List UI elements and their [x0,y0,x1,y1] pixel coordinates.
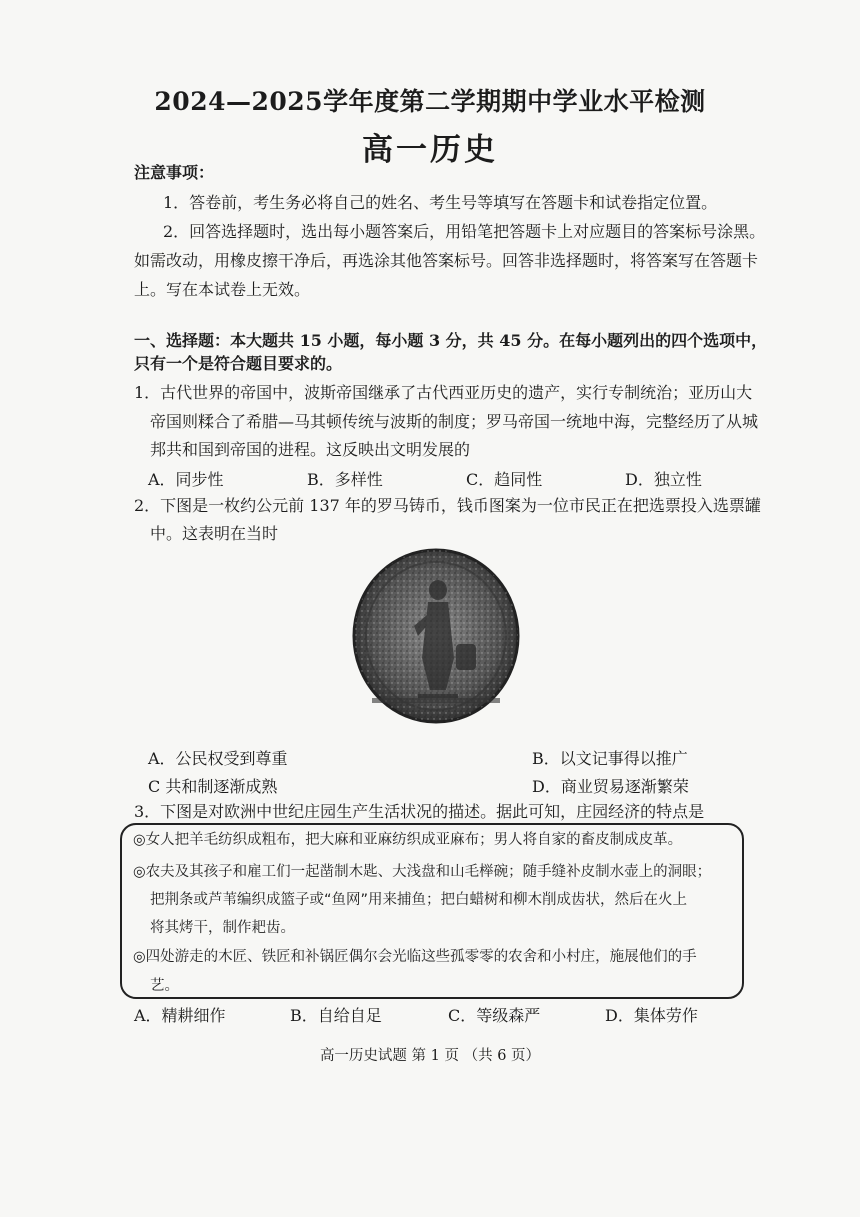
q3-material-line: 把荆条或芦苇编织成篮子或“鱼网”用来捕鱼；把白蜡树和柳木削成齿状，然后在火上 [150,892,688,908]
q3-option-d: D．集体劳作 [605,1006,698,1025]
q3-material-line: ◎四处游走的木匠、铁匠和补锅匠偶尔会光临这些孤零零的农舍和小村庄，施展他们的手 [133,949,697,965]
notice-item-2-line-1: 2．回答选择题时，选出每小题答案后，用铅笔把答题卡上对应题目的答案标号涂黑。 [163,222,766,241]
notice-heading: 注意事项： [134,163,215,182]
q1-line-1: 1．古代世界的帝国中，波斯帝国继承了古代西亚历史的遗产，实行专制统治；亚历山大 [134,383,753,402]
q1-line-2: 帝国则糅合了希腊—马其顿传统与波斯的制度；罗马帝国一统地中海，完整经历了从城 [150,412,759,431]
q2-option-a: A．公民权受到尊重 [148,749,288,768]
notice-item-1: 1．答卷前，考生务必将自己的姓名、考生号等填写在答题卡和试卷指定位置。 [163,193,718,212]
q2-option-d: D．商业贸易逐渐繁荣 [532,777,689,796]
q1-option-c: C．趋同性 [466,470,543,489]
q3-option-c: C．等级森严 [448,1006,541,1025]
q1-option-b: B．多样性 [307,470,383,489]
q3-material-line: 艺。 [150,978,179,994]
q1-option-d: D．独立性 [625,470,702,489]
q3-material-box [120,823,744,999]
q1-option-a: A．同步性 [148,470,224,489]
q2-line-1: 2．下图是一枚约公元前 137 年的罗马铸币，钱币图案为一位市民正在把选票投入选票罐 [134,496,761,515]
notice-item-2-line-3: 上。写在本试卷上无效。 [134,280,311,299]
q2-option-c: C 共和制逐渐成熟 [148,777,278,796]
q1-line-3: 邦共和国到帝国的进程。这反映出文明发展的 [150,440,471,459]
q2-line-2: 中。这表明在当时 [150,524,279,543]
q3-material-line: ◎女人把羊毛纺织成粗布，把大麻和亚麻纺织成亚麻布；男人将自家的畜皮制成皮革。 [133,832,683,848]
notice-item-2-line-2: 如需改动，用橡皮擦干净后，再选涂其他答案标号。回答非选择题时，将答案写在答题卡 [134,251,759,270]
q3-material-line: 将其烤干，制作耙齿。 [150,920,295,936]
section-1-line-2: 只有一个是符合题目要求的。 [134,354,343,373]
page-footer: 高一历史试题 第 1 页 （共 6 页） [319,1048,541,1064]
section-1-line-1: 一、选择题：本大题共 15 小题，每小题 3 分，共 45 分。在每小题列出的四个选项中， [134,331,768,350]
q3-option-a: A．精耕细作 [134,1006,226,1025]
exam-title: 2024—2025学年度第二学期期中学业水平检测 [154,87,706,116]
roman-coin-image [352,548,520,724]
subject-title: 高一历史 [362,132,498,168]
q3-line-1: 3．下图是对欧洲中世纪庄园生产生活状况的描述。据此可知，庄园经济的特点是 [134,802,705,821]
q3-material-line: ◎农夫及其孩子和雇工们一起凿制木匙、大浅盘和山毛榉碗；随手缝补皮制水壶上的洞眼； [133,864,712,880]
q3-option-b: B．自给自足 [290,1006,382,1025]
q2-option-b: B．以文记事得以推广 [532,749,688,768]
